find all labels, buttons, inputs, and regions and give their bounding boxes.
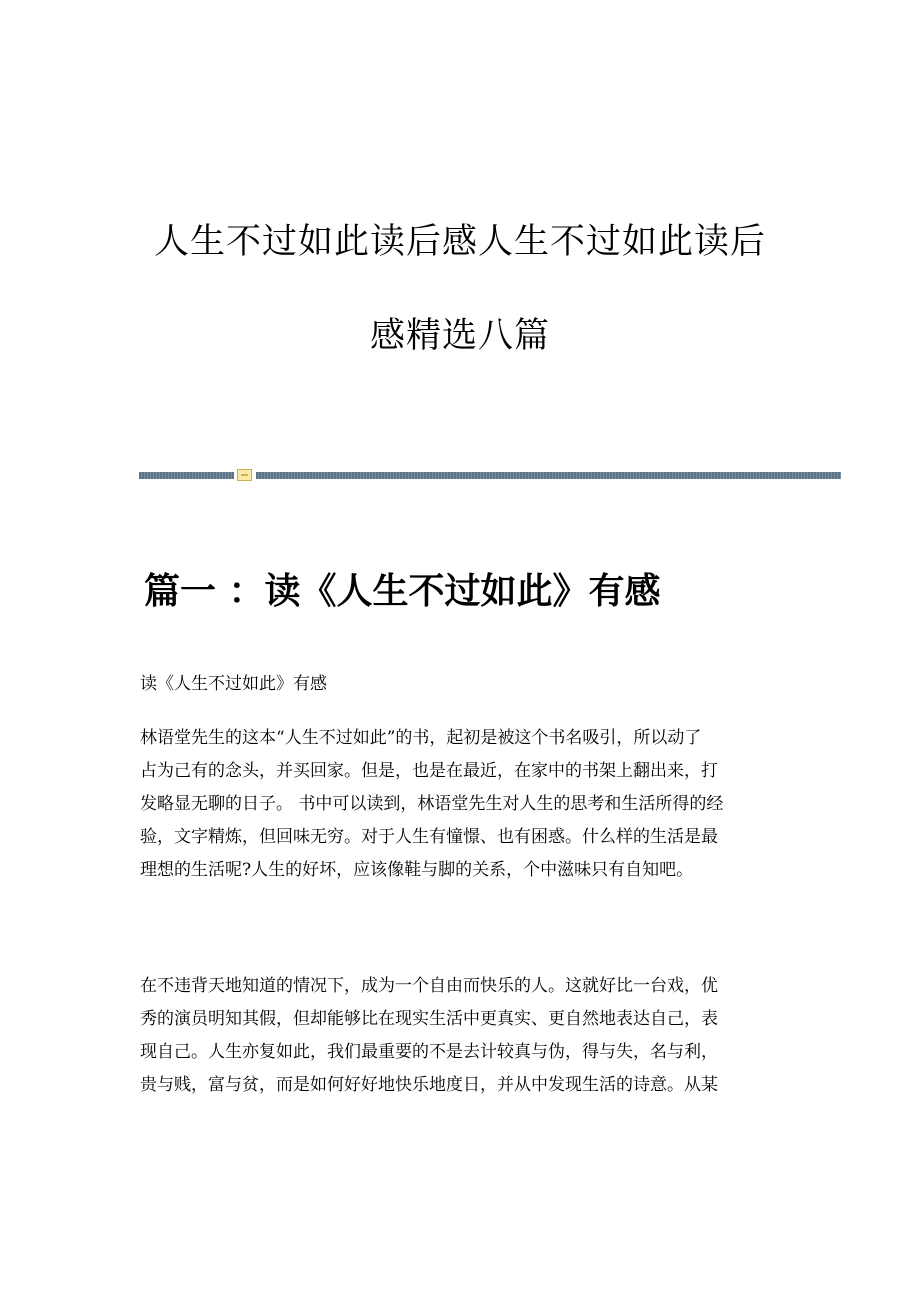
paragraph-1-line: 理想的生活呢?人生的好坏，应该像鞋与脚的关系，个中滋味只有自知吧。 — [140, 860, 694, 880]
divider-bar-left — [139, 472, 234, 479]
section-heading: 篇一 ：读《人生不过如此》有感 — [144, 571, 661, 612]
paragraph-1-line: 验，文字精炼，但回味无穷。对于人生有憧憬、也有困惑。什么样的生活是最 — [140, 827, 718, 847]
divider-ornament-icon — [237, 469, 252, 481]
paragraph-1-line: 林语堂先生的这本“人生不过如此”的书，起初是被这个书名吸引，所以动了 — [140, 728, 702, 748]
paragraph-2-line: 秀的演员明知其假，但却能够比在现实生活中更真实、更自然地表达自己，表 — [140, 1009, 718, 1029]
paragraph-2-line: 现自己。人生亦复如此，我们最重要的不是去计较真与伪，得与失，名与利， — [140, 1042, 718, 1062]
document-title-line-1: 人生不过如此读后感人生不过如此读后 — [153, 222, 766, 262]
paragraph-2 — [140, 970, 790, 1102]
document-title-line-2: 感精选八篇 — [369, 316, 550, 356]
divider-bar-right — [256, 472, 841, 479]
paragraph-1-line: 发略显无聊的日子。 书中可以读到，林语堂先生对人生的思考和生活所得的经 — [140, 794, 724, 814]
article-subtitle: 读《人生不过如此》有感 — [140, 674, 327, 694]
section-divider — [139, 469, 841, 483]
paragraph-1-line: 占为己有的念头，并买回家。但是，也是在最近，在家中的书架上翻出来，打 — [140, 761, 718, 781]
paragraph-2-line: 在不违背天地知道的情况下，成为一个自由而快乐的人。这就好比一台戏，优 — [140, 976, 718, 996]
paragraph-1 — [140, 722, 790, 887]
paragraph-2-line: 贵与贱，富与贫，而是如何好好地快乐地度日，并从中发现生活的诗意。从某 — [140, 1075, 718, 1095]
